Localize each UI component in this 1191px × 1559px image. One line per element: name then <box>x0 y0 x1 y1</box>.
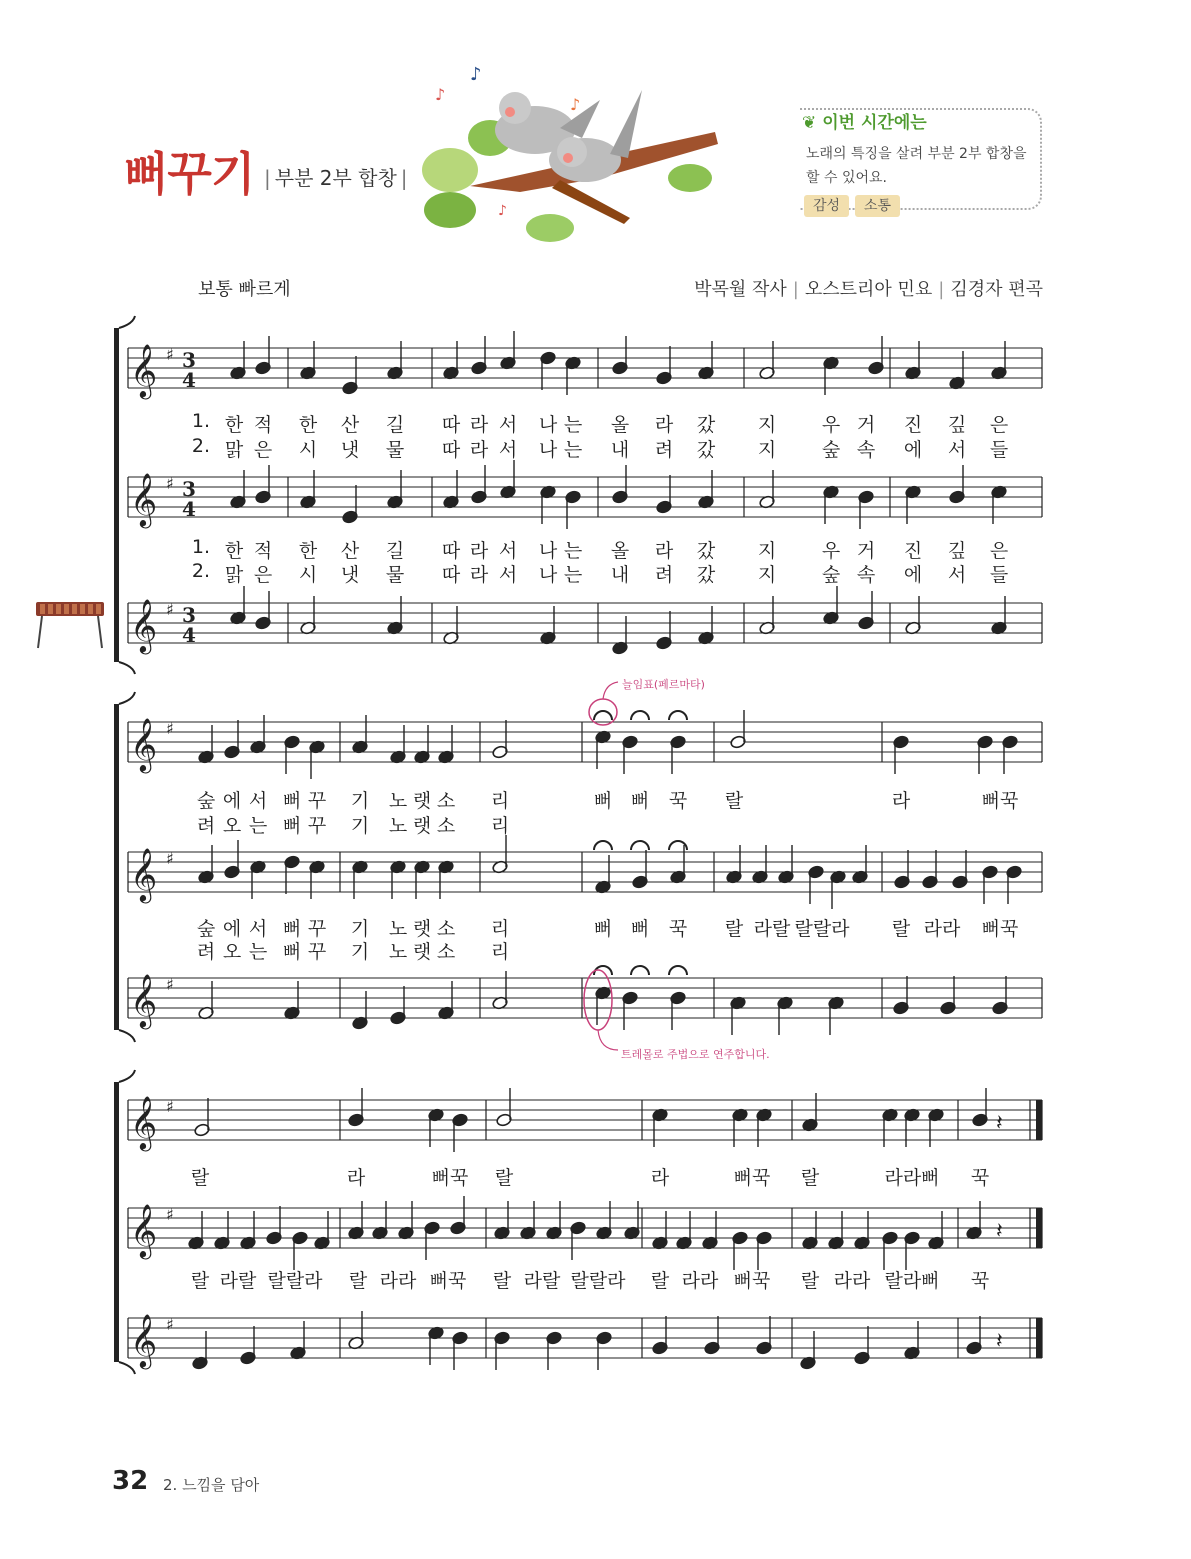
fermata-annotation: 늘임표(페르마타) <box>622 678 705 691</box>
final-barline <box>1036 1208 1042 1248</box>
quarter-rest: 𝄽 <box>996 1219 1003 1244</box>
lyric-syllable: 라라 <box>379 1270 417 1292</box>
tag-emotion: 감성 <box>804 195 849 217</box>
lyric-syllable: 뻐 <box>282 790 302 812</box>
lyric-syllable: 노 <box>388 815 408 837</box>
lyric-syllable: 라라 <box>833 1270 871 1292</box>
lyric-syllable: 한 <box>298 414 318 436</box>
lyric-syllable: 서 <box>498 540 518 562</box>
fermata-mark <box>631 841 649 850</box>
lyric-syllable: 지 <box>757 540 777 562</box>
lyric-syllable: 갔 <box>696 540 716 562</box>
lyric-syllable: 나 <box>538 414 558 436</box>
s3-soprano-key-sharp: ♯ <box>166 1097 174 1116</box>
lyric-syllable: 오 <box>222 815 242 837</box>
lyric-syllable: 들 <box>989 439 1009 461</box>
lyric-syllable: 랄라뻐 <box>884 1270 940 1292</box>
lyrics-system1-verse2 <box>0 435 1191 459</box>
lyric-syllable: 랄 <box>724 790 744 812</box>
lyric-syllable: 리 <box>490 918 510 940</box>
page-number: 32 <box>112 1466 149 1496</box>
lyric-syllable: 갔 <box>696 414 716 436</box>
s2-accomp-treble-clef: 𝄞 <box>130 973 158 1027</box>
lyric-syllable: 는 <box>563 439 583 461</box>
lyric-syllable: 라 <box>469 439 489 461</box>
lyric-syllable: 에 <box>222 918 242 940</box>
tempo-marking: 보통 빠르게 <box>198 279 291 300</box>
lyric-syllable: 숲 <box>821 564 841 586</box>
lyric-syllable: 려 <box>654 439 674 461</box>
lyric-syllable: 갔 <box>696 564 716 586</box>
system-bracket-bottom <box>119 1030 135 1042</box>
system-bracket-top <box>119 1070 135 1082</box>
lyric-syllable: 랄 <box>800 1167 820 1189</box>
lyric-syllable: 기 <box>350 918 370 940</box>
lyric-syllable: 는 <box>248 941 268 963</box>
lyric-syllable: 맑 <box>224 564 244 586</box>
lyric-syllable: 는 <box>248 815 268 837</box>
system-bracket <box>114 328 119 662</box>
lyric-syllable: 적 <box>253 540 273 562</box>
lyrics-system1-verse1 <box>0 410 1191 434</box>
lyric-syllable: 리 <box>490 815 510 837</box>
lyric-syllable: 꾸 <box>307 941 327 963</box>
lyric-syllable: 지 <box>757 439 777 461</box>
lyric-syllable: 속 <box>856 564 876 586</box>
lyrics-system3-alto <box>0 1266 1191 1290</box>
lyric-syllable: 라랄 <box>219 1270 257 1292</box>
system-bracket-top <box>119 692 135 704</box>
s1-alto-time-top: 3 <box>182 477 196 501</box>
lyric-syllable: 갔 <box>696 439 716 461</box>
lyric-syllable: 려 <box>654 564 674 586</box>
quarter-rest: 𝄽 <box>996 1111 1003 1136</box>
lyric-syllable: 려 <box>196 941 216 963</box>
lyric-syllable: 뻐 <box>593 790 613 812</box>
credits: 박목월 작사 | 오스트리아 민요 | 김경자 편곡 <box>694 279 1043 300</box>
lyric-syllable: 뻐꾹 <box>733 1167 771 1189</box>
lyric-syllable: 내 <box>610 564 630 586</box>
lyric-syllable: 소 <box>436 941 456 963</box>
lyrics-system3-soprano <box>0 1163 1191 1187</box>
lyric-syllable: 라 <box>650 1167 670 1189</box>
lyric-syllable: 랫 <box>412 918 432 940</box>
lyric-syllable: 라랄 <box>753 918 791 940</box>
lyric-syllable: 기 <box>350 815 370 837</box>
tag-communication: 소통 <box>855 195 900 217</box>
tremolo-highlight <box>584 970 612 1030</box>
lyric-syllable: 거 <box>856 414 876 436</box>
lyric-syllable: 꾸 <box>307 790 327 812</box>
lyric-syllable: 꾹 <box>970 1270 990 1292</box>
svg-text:♪: ♪ <box>435 85 446 104</box>
lyric-syllable: 노 <box>388 941 408 963</box>
lyric-syllable: 오 <box>222 941 242 963</box>
tremolo-arrow <box>598 1030 618 1050</box>
lesson-goal-heading: ❦ 이번 시간에는 <box>802 113 927 133</box>
fermata-mark <box>594 711 612 720</box>
lyric-syllable: 랄 <box>800 1270 820 1292</box>
lyric-syllable: 내 <box>610 439 630 461</box>
quarter-rest: 𝄽 <box>996 1329 1003 1354</box>
lyrics-system2-alto-verse2 <box>0 937 1191 961</box>
lyric-syllable: 에 <box>903 564 923 586</box>
lyric-syllable: 라 <box>891 790 911 812</box>
lyric-syllable: 서 <box>947 564 967 586</box>
lyric-syllable: 냇 <box>340 564 360 586</box>
lyric-syllable: 랄 <box>891 918 911 940</box>
lyric-syllable: 꾸 <box>307 918 327 940</box>
s1-accomp-time-top: 3 <box>182 603 196 627</box>
lyrics-system1-alto-verse2 <box>0 560 1191 584</box>
lyric-syllable: 리 <box>490 941 510 963</box>
lyric-syllable: 한 <box>224 414 244 436</box>
lyric-syllable: 은 <box>989 540 1009 562</box>
lyric-syllable: 따 <box>441 540 461 562</box>
s1-alto-time-bottom: 4 <box>182 497 196 521</box>
s2-accomp-key-sharp: ♯ <box>166 975 174 994</box>
s3-alto-treble-clef: 𝄞 <box>130 1203 158 1257</box>
lyric-syllable: 물 <box>385 564 405 586</box>
song-subtitle: | 부분 2부 합창 | <box>264 166 408 190</box>
lyric-syllable: 우 <box>821 540 841 562</box>
lyric-syllable: 라 <box>469 414 489 436</box>
lyric-syllable: 냇 <box>340 439 360 461</box>
lyric-syllable: 라랄 <box>523 1270 561 1292</box>
fermata-mark <box>631 966 649 975</box>
s2-soprano-treble-clef: 𝄞 <box>130 717 158 771</box>
lyric-syllable: 리 <box>490 790 510 812</box>
lyric-syllable: 물 <box>385 439 405 461</box>
lyric-syllable: 랄랄라 <box>570 1270 626 1292</box>
lyric-syllable: 맑 <box>224 439 244 461</box>
s1-alto-treble-clef: 𝄞 <box>130 472 158 526</box>
s1-alto-key-sharp: ♯ <box>166 474 174 493</box>
s1-accomp-treble-clef: 𝄞 <box>130 598 158 652</box>
lyric-syllable: 따 <box>441 439 461 461</box>
lyric-syllable: 소 <box>436 815 456 837</box>
lyric-syllable: 랄랄라 <box>267 1270 323 1292</box>
lyric-syllable: 라 <box>654 414 674 436</box>
svg-text:♪: ♪ <box>570 95 581 114</box>
lyric-syllable: 랫 <box>412 941 432 963</box>
lyric-syllable: 랄 <box>492 1270 512 1292</box>
lyric-syllable: 시 <box>298 439 318 461</box>
fermata-mark <box>669 966 687 975</box>
lyric-syllable: 는 <box>563 540 583 562</box>
lyric-syllable: 거 <box>856 540 876 562</box>
lyric-syllable: 속 <box>856 439 876 461</box>
final-barline <box>1036 1318 1042 1358</box>
lyric-syllable: 랄 <box>650 1270 670 1292</box>
lyric-syllable: 올 <box>610 540 630 562</box>
fermata-mark <box>669 711 687 720</box>
lyric-syllable: 나 <box>538 564 558 586</box>
lyric-syllable: 은 <box>253 439 273 461</box>
s3-alto-key-sharp: ♯ <box>166 1205 174 1224</box>
lyric-syllable: 라 <box>469 540 489 562</box>
lyric-syllable: 한 <box>224 540 244 562</box>
lyric-syllable: 꾹 <box>668 918 688 940</box>
lyric-syllable: 라 <box>654 540 674 562</box>
lyric-syllable: 산 <box>340 414 360 436</box>
lyric-syllable: 숲 <box>196 790 216 812</box>
song-title: 뻐꾸기 <box>124 147 255 201</box>
lyric-syllable: 뻐꾹 <box>431 1167 469 1189</box>
lyric-syllable: 은 <box>989 414 1009 436</box>
lyric-syllable: 뻐꾹 <box>981 790 1019 812</box>
lyric-syllable: 꾸 <box>307 815 327 837</box>
fermata-mark <box>631 711 649 720</box>
lyric-syllable: 서 <box>248 918 268 940</box>
lyric-syllable: 라라뻐 <box>884 1167 940 1189</box>
lyric-syllable: 소 <box>436 790 456 812</box>
lyric-syllable: 랄 <box>724 918 744 940</box>
lyric-syllable: 랄랄라 <box>794 918 850 940</box>
s2-alto-key-sharp: ♯ <box>166 849 174 868</box>
s2-alto-treble-clef: 𝄞 <box>130 847 158 901</box>
s3-accomp-key-sharp: ♯ <box>166 1315 174 1334</box>
s3-soprano-treble-clef: 𝄞 <box>130 1095 158 1149</box>
lyric-syllable: 진 <box>903 414 923 436</box>
lyric-syllable: 은 <box>253 564 273 586</box>
fermata-arrow <box>603 682 618 699</box>
lyric-syllable: 나 <box>538 540 558 562</box>
s1-accomp-key-sharp: ♯ <box>166 600 174 619</box>
lyric-syllable: 길 <box>385 540 405 562</box>
lyric-syllable: 서 <box>498 439 518 461</box>
lyric-syllable: 나 <box>538 439 558 461</box>
lyric-syllable: 려 <box>196 815 216 837</box>
lyric-syllable: 뻐 <box>593 918 613 940</box>
lyric-syllable: 라라 <box>923 918 961 940</box>
chapter-title: 2. 느낌을 담아 <box>163 1476 260 1494</box>
lyric-syllable: 2. <box>191 435 211 457</box>
lyric-syllable: 깊 <box>947 414 967 436</box>
tremolo-annotation: 트레몰로 주법으로 연주합니다. <box>621 1048 770 1061</box>
lyric-syllable: 라 <box>346 1167 366 1189</box>
lyric-syllable: 우 <box>821 414 841 436</box>
lyric-syllable: 따 <box>441 564 461 586</box>
system-bracket <box>114 1082 119 1362</box>
system-bracket <box>114 704 119 1030</box>
svg-text:♪: ♪ <box>498 203 507 219</box>
lyric-syllable: 라라 <box>681 1270 719 1292</box>
lyric-syllable: 서 <box>498 414 518 436</box>
s3-accomp-treble-clef: 𝄞 <box>130 1313 158 1367</box>
lyric-syllable: 지 <box>757 564 777 586</box>
lyric-syllable: 뻐 <box>630 790 650 812</box>
sprout-icon: ❦ <box>802 113 817 133</box>
lyric-syllable: 랄 <box>190 1167 210 1189</box>
lyric-syllable: 에 <box>903 439 923 461</box>
lyric-syllable: 산 <box>340 540 360 562</box>
lyric-syllable: 지 <box>757 414 777 436</box>
s1-soprano-time-top: 3 <box>182 348 196 372</box>
s1-soprano-key-sharp: ♯ <box>166 345 174 364</box>
lyric-syllable: 는 <box>563 564 583 586</box>
fermata-mark <box>594 841 612 850</box>
lyric-syllable: 랫 <box>412 815 432 837</box>
lyric-syllable: 뻐 <box>282 815 302 837</box>
lyrics-system1-alto-verse1 <box>0 536 1191 560</box>
lyric-syllable: 뻐꾹 <box>981 918 1019 940</box>
lyric-syllable: 라 <box>469 564 489 586</box>
lyrics-system2-soprano-verse2 <box>0 811 1191 835</box>
lyric-syllable: 진 <box>903 540 923 562</box>
lyrics-system2-soprano <box>0 786 1191 810</box>
lyric-syllable: 길 <box>385 414 405 436</box>
lyric-syllable: 는 <box>563 414 583 436</box>
lyric-syllable: 뻐 <box>282 918 302 940</box>
lyric-syllable: 랄 <box>190 1270 210 1292</box>
lyric-syllable: 숲 <box>821 439 841 461</box>
lyric-syllable: 올 <box>610 414 630 436</box>
lyric-syllable: 서 <box>498 564 518 586</box>
lyric-syllable: 깊 <box>947 540 967 562</box>
lyric-syllable: 들 <box>989 564 1009 586</box>
lyric-syllable: 서 <box>248 790 268 812</box>
lyric-syllable: 기 <box>350 941 370 963</box>
lyric-syllable: 에 <box>222 790 242 812</box>
lesson-goal-text: 노래의 특징을 살려 부분 2부 합창을 할 수 있어요. <box>806 146 1027 186</box>
s2-soprano-key-sharp: ♯ <box>166 719 174 738</box>
system-bracket-bottom <box>119 662 135 674</box>
system-bracket-top <box>119 316 135 328</box>
lyric-syllable: 뻐 <box>282 941 302 963</box>
lyric-syllable: 기 <box>350 790 370 812</box>
lyric-syllable: 1. <box>191 410 211 432</box>
lyric-syllable: 뻐 <box>630 918 650 940</box>
lyric-syllable: 랄 <box>348 1270 368 1292</box>
lyric-syllable: 랄 <box>494 1167 514 1189</box>
final-barline <box>1036 1100 1042 1140</box>
lyric-syllable: 적 <box>253 414 273 436</box>
lyric-syllable: 서 <box>947 439 967 461</box>
lyric-syllable: 노 <box>388 790 408 812</box>
lyric-syllable: 1. <box>191 536 211 558</box>
lyric-syllable: 뻐꾹 <box>733 1270 771 1292</box>
lyric-syllable: 소 <box>436 918 456 940</box>
lyric-syllable: 꾹 <box>970 1167 990 1189</box>
lyric-syllable: 한 <box>298 540 318 562</box>
lyric-syllable: 랫 <box>412 790 432 812</box>
lyric-syllable: 뻐꾹 <box>429 1270 467 1292</box>
s1-accomp-time-bottom: 4 <box>182 623 196 647</box>
lyric-syllable: 따 <box>441 414 461 436</box>
lyric-syllable: 시 <box>298 564 318 586</box>
s1-soprano-treble-clef: 𝄞 <box>130 343 158 397</box>
lyric-syllable: 숲 <box>196 918 216 940</box>
lyric-syllable: 2. <box>191 560 211 582</box>
lyrics-system2-alto <box>0 914 1191 938</box>
lyric-syllable: 노 <box>388 918 408 940</box>
s1-soprano-time-bottom: 4 <box>182 368 196 392</box>
svg-text:♪: ♪ <box>470 64 482 85</box>
lyric-syllable: 꾹 <box>668 790 688 812</box>
